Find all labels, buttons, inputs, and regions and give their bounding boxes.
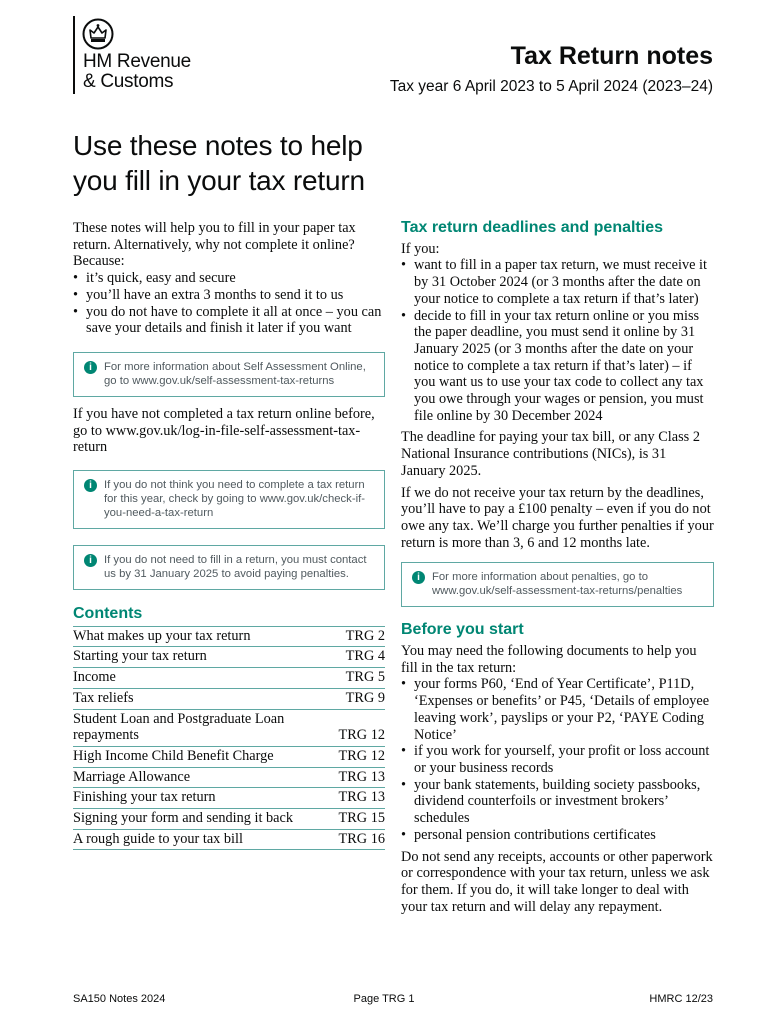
- list-item: • decide to fill in your tax return online or you miss the paper deadline, you must send it online by 31 January 2025 (or 3 months after the date on your notice to complete a tax return if that’s later) – if you want us to use your tax code to collect any tax you owe through your wages or pension, you must file online by 30 December 2024: [401, 308, 714, 425]
- contents-page-ref: TRG 13: [329, 788, 385, 809]
- contents-label: Income: [73, 668, 329, 689]
- list-item: • want to fill in a paper tax return, we must receive it by 31 October 2024 (or 3 months after the date on your notice to complete a tax return if that’s later): [401, 257, 714, 307]
- royal-crest-icon: [82, 18, 114, 50]
- contents-page-ref: TRG 15: [329, 809, 385, 830]
- contents-label: Finishing your tax return: [73, 788, 329, 809]
- info-box-online: [73, 352, 385, 397]
- list-item: • you’ll have an extra 3 months to send it to us: [73, 287, 385, 304]
- contents-row: [73, 767, 385, 788]
- contents-heading: Contents: [73, 605, 143, 623]
- left-column: [73, 220, 385, 850]
- contents-page-ref: TRG 9: [329, 688, 385, 709]
- contents-page-ref: TRG 5: [329, 668, 385, 689]
- info-text: For more information about Self Assessment Online, go to www.gov.uk/self-assessment-tax-returns: [104, 360, 366, 387]
- contents-row: [73, 688, 385, 709]
- contents-label: Marriage Allowance: [73, 767, 329, 788]
- contents-label: Student Loan and Postgraduate Loan repayments: [73, 709, 329, 746]
- contents-row: [73, 746, 385, 767]
- info-text: For more information about penalties, go to www.gov.uk/self-assessment-tax-returns/penalties: [432, 571, 683, 598]
- do-not-send-text: Do not send any receipts, accounts or other paperwork or correspondence with your tax return, unless we ask for them. If you do, it will take longer to deal with your tax return and will delay any repayment.: [401, 848, 713, 915]
- contents-row: [73, 626, 385, 647]
- logo-line-2: & Customs: [83, 71, 174, 92]
- footer-version: HMRC 12/23: [649, 993, 713, 1005]
- deadlines-heading: Tax return deadlines and penalties: [401, 219, 663, 236]
- contents-table: [73, 626, 385, 851]
- list-item: • you do not have to complete it all at once – you can save your details and finish it later if you want: [73, 304, 385, 337]
- contents-label: Tax reliefs: [73, 688, 329, 709]
- contents-label: What makes up your tax return: [73, 626, 329, 647]
- not-completed-text: If you have not completed a tax return online before, go to www.gov.uk/log-in-file-self-assessment-tax-return: [73, 405, 375, 456]
- deadline-list: [401, 257, 714, 424]
- contents-label: High Income Child Benefit Charge: [73, 746, 329, 767]
- contents-row: [73, 668, 385, 689]
- info-box-check-need: [73, 470, 385, 529]
- contents-label: A rough guide to your tax bill: [73, 829, 329, 850]
- contents-page-ref: TRG 12: [329, 709, 385, 746]
- page-headline: Use these notes to help you fill in your tax return: [73, 130, 365, 196]
- contents-page-ref: TRG 4: [329, 647, 385, 668]
- before-heading: Before you start: [401, 621, 524, 639]
- info-icon: i: [84, 479, 97, 492]
- info-text: If you do not think you need to complete a tax return for this year, check by going to www.gov.uk/check-if-you-need-a-tax-return: [104, 479, 365, 520]
- list-item: • if you work for yourself, your profit or loss account or your business records: [401, 743, 714, 776]
- logo-text: [83, 52, 191, 92]
- contents-row: [73, 809, 385, 830]
- contents-row: [73, 709, 385, 746]
- paying-deadline-text: The deadline for paying your tax bill, or any Class 2 National Insurance contributions (NICs), is 31 January 2025.: [401, 429, 700, 479]
- if-you-text: If you:: [401, 240, 440, 257]
- right-column: [401, 220, 714, 915]
- logo-line-1: HM Revenue: [83, 51, 191, 72]
- contents-page-ref: TRG 16: [329, 829, 385, 850]
- contents-row: [73, 647, 385, 668]
- list-item: • your forms P60, ‘End of Year Certificate’, P11D, ‘Expenses or benefits’ or P45, ‘Details of employee leaving work’, payslips or your P2, ‘PAYE Coding Notice’: [401, 676, 714, 743]
- intro-text: [73, 220, 385, 270]
- contents-row: [73, 788, 385, 809]
- contents-page-ref: TRG 12: [329, 746, 385, 767]
- info-box-penalties: [401, 562, 714, 607]
- contents-page-ref: TRG 13: [329, 767, 385, 788]
- info-icon: i: [84, 554, 97, 567]
- intro-line: These notes will help you to fill in your paper tax: [73, 220, 356, 236]
- footer-form-ref: SA150 Notes 2024: [73, 993, 166, 1005]
- contents-label: Signing your form and sending it back: [73, 809, 329, 830]
- info-icon: i: [84, 361, 97, 374]
- list-item: • it’s quick, easy and secure: [73, 270, 385, 287]
- penalty-text: If we do not receive your tax return by the deadlines, you’ll have to pay a £100 penalty – even if you do not owe any tax. We’ll charge you further penalties if your return is more than 3, 6 and 12 months late.: [401, 484, 714, 551]
- document-title: Tax Return notes: [510, 42, 713, 70]
- intro-line: Because:: [73, 253, 125, 270]
- list-item: • your bank statements, building society passbooks, dividend counterfoils or investment brokers’ schedules: [401, 777, 714, 827]
- benefits-list: [73, 270, 385, 337]
- info-icon: i: [412, 571, 425, 584]
- document-subtitle: Tax year 6 April 2023 to 5 April 2024 (2023–24): [389, 78, 713, 95]
- contents-row: [73, 829, 385, 850]
- info-box-contact: [73, 545, 385, 590]
- contents-label: Starting your tax return: [73, 647, 329, 668]
- footer-page-number: Page TRG 1: [353, 993, 415, 1005]
- documents-list: [401, 676, 714, 843]
- list-item: • personal pension contributions certificates: [401, 827, 714, 844]
- info-text: If you do not need to fill in a return, you must contact us by 31 January 2025 to avoid paying penalties.: [104, 554, 367, 581]
- intro-line: return. Alternatively, why not complete it online?: [73, 236, 355, 253]
- before-intro-text: You may need the following documents to help you fill in the tax return:: [401, 643, 697, 676]
- contents-page-ref: TRG 2: [329, 626, 385, 647]
- logo-divider: [73, 16, 75, 94]
